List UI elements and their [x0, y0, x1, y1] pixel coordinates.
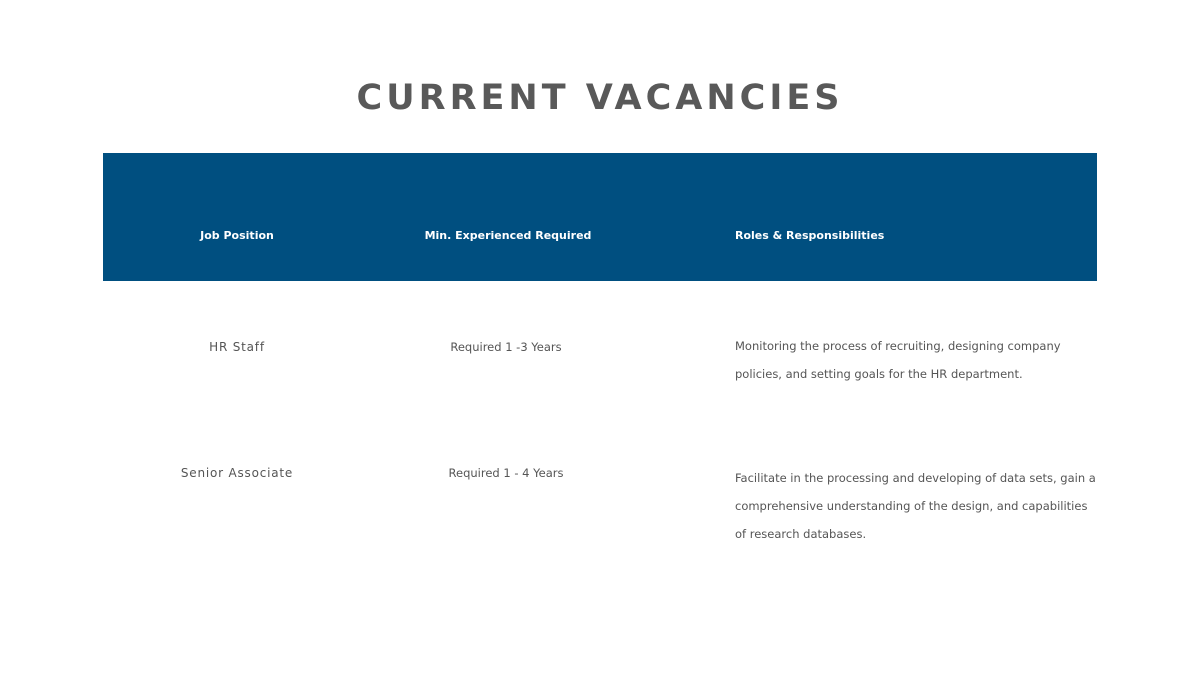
page-title: CURRENT VACANCIES — [356, 78, 844, 118]
job-position-cell: HR Staff — [209, 340, 265, 354]
experience-cell: Required 1 -3 Years — [450, 340, 562, 354]
header-roles: Roles & Responsibilities — [735, 229, 885, 242]
header-min-experience: Min. Experienced Required — [424, 229, 592, 242]
header-job-position: Job Position — [200, 229, 274, 242]
job-position-cell: Senior Associate — [180, 466, 294, 480]
table-header — [103, 153, 1097, 281]
roles-cell: Monitoring the process of recruiting, designing company policies, and setting goals for the HR department. — [735, 339, 1061, 381]
roles-cell: Facilitate in the processing and developing of data sets, gain a comprehensive understanding of the design, and capabilities of research databases. — [735, 471, 1096, 541]
experience-cell: Required 1 - 4 Years — [448, 466, 564, 480]
